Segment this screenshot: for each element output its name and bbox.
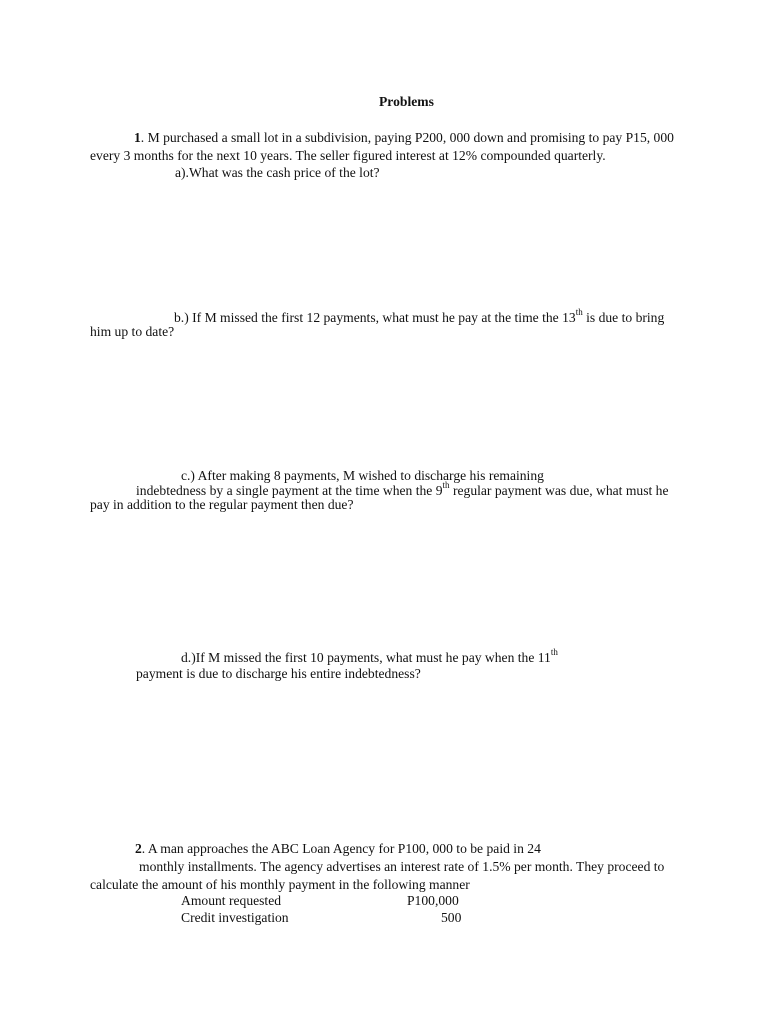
problem-1-part-d-line-1 bbox=[181, 649, 558, 666]
loan-row-label: Amount requested bbox=[181, 893, 282, 908]
problem-1-intro-line-1 bbox=[134, 129, 674, 146]
part-d-text: d.)If M missed the first 10 payments, what must he pay when the 11 bbox=[181, 650, 551, 665]
page-title: Problems bbox=[379, 94, 434, 109]
loan-row-value: 500 bbox=[441, 910, 462, 925]
part-b-text: b.) If M missed the first 12 payments, what must he pay at the time the 13 bbox=[174, 310, 576, 325]
part-c-superscript: th bbox=[442, 480, 450, 491]
problem-2-intro-line-2: monthly installments. The agency advertises an interest rate of 1.5% per month. They proceed to bbox=[139, 859, 665, 874]
problem-1-part-b-line-2: him up to date? bbox=[90, 324, 175, 339]
problem-2-number: 2 bbox=[135, 841, 142, 856]
problem-1-part-a: a).What was the cash price of the lot? bbox=[175, 165, 380, 180]
problem-1-part-c-line-3: pay in addition to the regular payment then due? bbox=[90, 497, 354, 512]
problem-1-intro-line-2: every 3 months for the next 10 years. The seller figured interest at 12% compounded quarterly. bbox=[90, 148, 606, 163]
part-d-superscript: th bbox=[550, 647, 558, 658]
problem-1-number: 1 bbox=[134, 130, 141, 145]
problem-2-text-1: . A man approaches the ABC Loan Agency for P100, 000 to be paid in 24 bbox=[141, 841, 541, 856]
part-c-text-end: regular payment was due, what must he bbox=[449, 483, 669, 498]
problem-1-part-b-line-1 bbox=[174, 309, 664, 326]
loan-row-label: Credit investigation bbox=[181, 910, 289, 925]
problem-1-part-d-line-2: payment is due to discharge his entire indebtedness? bbox=[136, 666, 421, 681]
loan-row-value: P100,000 bbox=[407, 893, 459, 908]
problem-1-text-1: . M purchased a small lot in a subdivision, paying P200, 000 down and promising to pay P15, 000 bbox=[140, 130, 674, 145]
problem-2-intro-line-3: calculate the amount of his monthly payment in the following manner bbox=[90, 877, 470, 892]
problem-1-part-c-line-1: c.) After making 8 payments, M wished to discharge his remaining bbox=[181, 468, 544, 483]
part-b-superscript: th bbox=[575, 307, 583, 318]
part-b-text-end: is due to bring bbox=[582, 310, 665, 325]
problem-2-intro-line-1 bbox=[135, 840, 541, 857]
part-c-text: indebtedness by a single payment at the time when the 9 bbox=[136, 483, 443, 498]
